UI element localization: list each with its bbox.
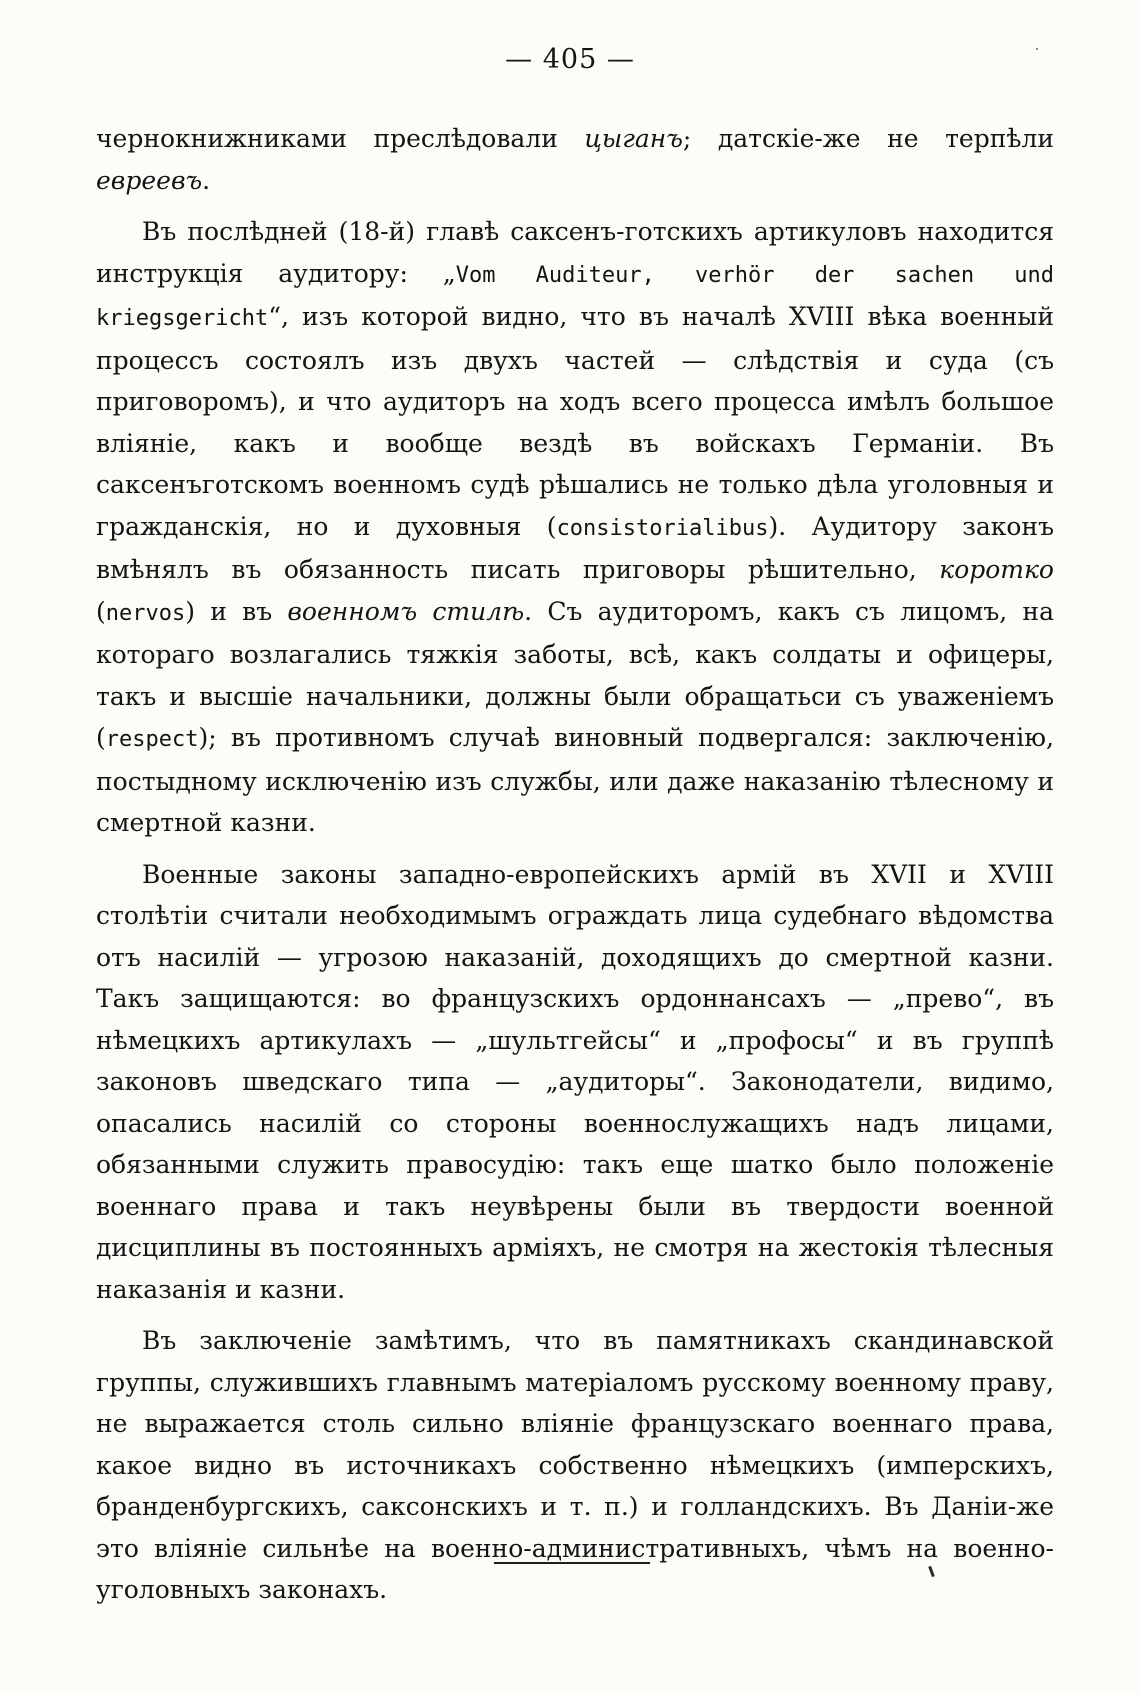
italic-term-jews: евреевъ — [96, 165, 203, 195]
text-run: ) и въ — [185, 596, 288, 626]
paragraph-continuation — [96, 118, 1054, 201]
text-run: чернокнижниками преслѣдовали — [96, 124, 585, 153]
body-text — [96, 118, 1054, 1621]
section-end-rule — [494, 1562, 650, 1564]
ink-dot — [1036, 48, 1038, 50]
page-number: — 405 — — [505, 44, 635, 75]
paragraph-military-laws: Военные законы западно-европейскихъ армій въ XVII и XVIII столѣтіи считали необходимымъ ограждать лица судебнаго вѣдомства отъ насилій — угрозою наказаній, доходящихъ до смертной казни. Такъ защищаются: во французскихъ ордоннансахъ — „прево“, въ нѣмецкихъ артикулахъ — „шультгейсы“ и „профосы“ и въ группѣ законовъ шведскаго типа — „аудиторы“. Законодатели, видимо, опасались насилій со стороны военнослужащихъ надъ лицами, обязанными служить правосудію: такъ еще шатко было положеніе военнаго права и такъ неувѣрены были въ твердости военной дисциплины въ постоянныхъ арміяхъ, не смотря на жестокія тѣлесныя наказанія и казни. — [96, 859, 1054, 1304]
latin-term: consistorialibus — [556, 515, 769, 541]
paragraph-auditor-instruction — [96, 211, 1054, 844]
text-run: ); въ противномъ случаѣ виновный подвергался: заключенію, постыдному исключенію изъ службы, или даже наказанію тѣлесному и смертной казни. — [96, 723, 1054, 837]
italic-term-briefly: коротко — [939, 555, 1054, 584]
italic-term-military-style: военномъ стилѣ — [287, 596, 525, 626]
latin-term: nervos — [105, 600, 186, 626]
text-run: “, изъ которой видно, что въ началѣ XVIII вѣка военный процессъ состоялъ изъ двухъ частей — слѣдствія и суда (съ приговоромъ), и что аудиторъ на ходъ всего процесса имѣлъ большое вліяніе, какъ и вообще вездѣ въ войскахъ Германіи. Въ саксенъготскомъ военномъ судѣ рѣшались не только дѣла уголовныя и гражданскія, но и духовныя ( — [96, 302, 1054, 541]
text-run: . — [202, 165, 211, 195]
text-run: . Съ аудиторомъ, какъ съ лицомъ, на котораго возлагались тяжкія заботы, всѣ, какъ солдаты и офицеры, такъ и высшіе начальники, должны были обращатьси съ уваженіемъ ( — [96, 596, 1054, 752]
latin-term: respect — [105, 727, 199, 752]
german-title: Vom Auditeur, verhör der sachen und kriegsgericht — [96, 262, 1054, 331]
paragraph-conclusion: Въ заключеніе замѣтимъ, что въ памятникахъ скандинавской группы, служившихъ главнымъ матеріаломъ русскому военному праву, не выражается столь сильно вліяніе французскаго военнаго права, какое видно въ источникахъ собственно нѣмецкихъ (имперскихъ, бранденбургскихъ, саксонскихъ и т. п.) и голландскихъ. Въ Даніи-же это вліяніе сильнѣе на военно-административныхъ, чѣмъ на военно-уголовныхъ законахъ. — [96, 1326, 1054, 1604]
text-run: ). Аудитору законъ вмѣнялъ въ обязанность писать приговоры рѣшительно, — [96, 511, 1054, 584]
text-run: ( — [96, 596, 106, 626]
text-run: ; датскіе-же не терпѣли — [682, 124, 1055, 153]
italic-term-gypsies: цыганъ — [584, 124, 683, 153]
text-run: Въ послѣдней (18-й) главѣ саксенъ-готскихъ артикуловъ находится инструкція аудитору: „ — [96, 217, 1054, 288]
